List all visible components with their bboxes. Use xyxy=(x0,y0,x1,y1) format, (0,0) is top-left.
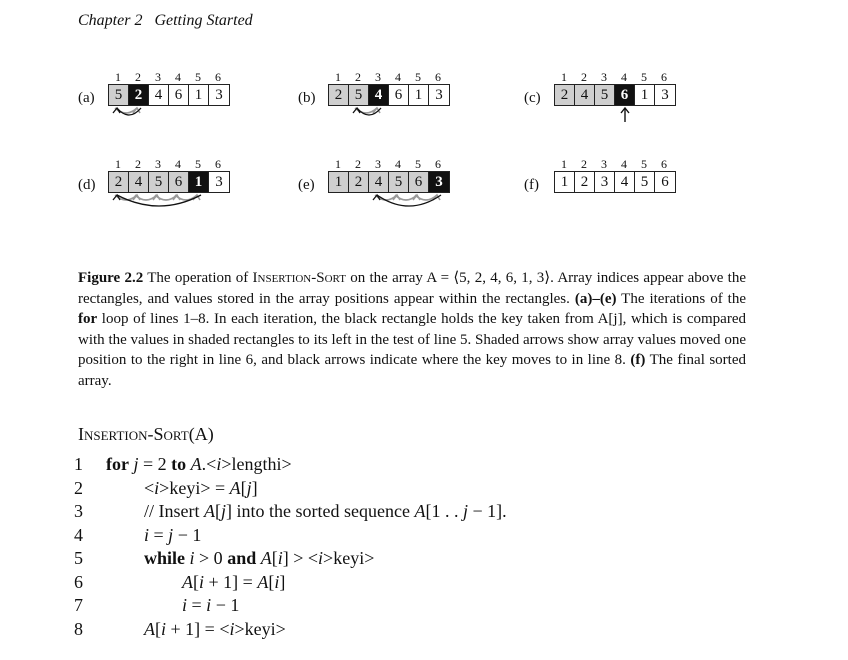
line-number: 2 xyxy=(74,477,83,498)
array-cell: 4 xyxy=(129,172,149,192)
key-cell: 6 xyxy=(615,85,635,105)
array-index: 6 xyxy=(215,157,221,171)
array-index: 6 xyxy=(661,70,667,84)
array-index: 3 xyxy=(601,157,607,171)
array-index: 1 xyxy=(561,70,567,84)
move-arrows xyxy=(524,70,724,150)
array-cell: 3 xyxy=(429,85,449,105)
array-cell: 4 xyxy=(149,85,169,105)
move-arrows xyxy=(78,157,278,237)
array-index: 6 xyxy=(435,70,441,84)
array-index: 4 xyxy=(175,157,181,171)
move-arrows xyxy=(298,70,498,150)
array-cell: 4 xyxy=(615,172,635,192)
line-number: 5 xyxy=(74,548,83,568)
code-text: i = j − 1 xyxy=(144,524,202,545)
array-index: 5 xyxy=(195,70,201,84)
panel-b xyxy=(298,70,498,140)
figure-label: Figure 2.2 xyxy=(78,270,144,286)
array-cell: 5 xyxy=(635,172,655,192)
code-text: for j = 2 to A.<i>lengthi> xyxy=(106,454,292,474)
array-index: 2 xyxy=(135,157,141,171)
array-cell: 2 xyxy=(329,85,349,105)
array-index: 2 xyxy=(355,70,361,84)
line-number: 3 xyxy=(74,501,83,521)
array-index: 2 xyxy=(135,70,141,84)
array-index: 1 xyxy=(335,70,341,84)
line-number: 4 xyxy=(74,524,83,545)
line-number: 8 xyxy=(74,618,83,639)
key-arrow-head xyxy=(113,108,120,113)
array-cell: 2 xyxy=(349,172,369,192)
array-index: 3 xyxy=(155,157,161,171)
array-cell: 3 xyxy=(595,172,615,192)
array-index: 1 xyxy=(335,157,341,171)
array-cell: 3 xyxy=(209,172,229,192)
array-index: 1 xyxy=(115,70,121,84)
panel-label: (d) xyxy=(78,177,96,193)
code-text: A[i + 1] = <i>keyi> xyxy=(144,618,286,639)
array-cell: 4 xyxy=(575,85,595,105)
key-arrow xyxy=(377,195,441,206)
panel-label: (c) xyxy=(524,90,541,106)
array-index: 1 xyxy=(561,157,567,171)
panel-label: (f) xyxy=(524,177,539,193)
array-cell: 5 xyxy=(349,85,369,105)
array-cell: 3 xyxy=(655,85,675,105)
array-cell: 3 xyxy=(209,85,229,105)
key-arrow-head xyxy=(353,108,360,113)
panel-e xyxy=(298,157,498,227)
array-rectangles xyxy=(554,171,676,193)
code-text: i = i − 1 xyxy=(182,595,240,615)
array-index: 6 xyxy=(215,70,221,84)
panel-label: (e) xyxy=(298,177,315,193)
array-index: 6 xyxy=(435,157,441,171)
array-index: 2 xyxy=(355,157,361,171)
array-index: 4 xyxy=(175,70,181,84)
array-index: 4 xyxy=(621,70,627,84)
line-number: 1 xyxy=(74,454,83,474)
key-cell: 3 xyxy=(429,172,449,192)
line-number: 6 xyxy=(74,571,83,592)
code-text: // Insert A[j] into the sorted sequence A[1 . . j − 1]. xyxy=(144,501,507,521)
chapter-label: Chapter 2 xyxy=(78,12,143,29)
array-cell: 1 xyxy=(555,172,575,192)
array-cell: 1 xyxy=(409,85,429,105)
key-arrow xyxy=(117,195,201,206)
key-cell: 1 xyxy=(189,172,209,192)
array-cell: 6 xyxy=(409,172,429,192)
array-index: 5 xyxy=(415,157,421,171)
array-cell: 5 xyxy=(109,85,129,105)
panel-label: (a) xyxy=(78,90,95,106)
code-text: <i>keyi> = A[j] xyxy=(144,477,258,498)
panel-a xyxy=(78,70,278,140)
array-cell: 2 xyxy=(109,172,129,192)
running-header xyxy=(78,12,253,30)
array-index: 5 xyxy=(415,70,421,84)
array-index: 5 xyxy=(195,157,201,171)
code-text: A[i + 1] = A[i] xyxy=(182,571,286,592)
line-number: 7 xyxy=(74,595,83,615)
array-cell: 2 xyxy=(555,85,575,105)
array-index: 3 xyxy=(375,70,381,84)
array-index: 2 xyxy=(581,70,587,84)
array-cell: 1 xyxy=(329,172,349,192)
algorithm-name: Insertion-Sort xyxy=(252,270,346,286)
array-cell: 5 xyxy=(595,85,615,105)
array-index: 3 xyxy=(601,70,607,84)
algorithm-title: Insertion-Sort(A) xyxy=(78,424,214,444)
panel-c xyxy=(524,70,724,140)
key-cell: 4 xyxy=(369,85,389,105)
array-index: 3 xyxy=(155,70,161,84)
array-cell: 1 xyxy=(635,85,655,105)
array-cell: 6 xyxy=(655,172,675,192)
move-arrows xyxy=(298,157,498,237)
array-cell: 1 xyxy=(189,85,209,105)
panel-f xyxy=(524,157,724,227)
key-cell: 2 xyxy=(129,85,149,105)
array-cell: 6 xyxy=(169,172,189,192)
array-cell: 4 xyxy=(369,172,389,192)
array-index: 6 xyxy=(661,157,667,171)
section-title: Getting Started xyxy=(154,12,253,29)
array-index: 4 xyxy=(395,70,401,84)
array-index: 1 xyxy=(115,157,121,171)
array-index: 5 xyxy=(641,157,647,171)
figure-caption: Figure 2.2 The operation of Insertion-Sort on the array A = ⟨5, 2, 4, 6, 1, 3⟩. Array indices appear above the rectangles, and values stored in the array positions appear within the rectangles. (a)–(e) The iterations of the for loop of lines 1–8. In each iteration, the black rectangle holds the key taken from A[j], which is compared with the values in shaded rectangles to its left in the test of line 5. Shaded arrows show array values moved one position to the right in line 6, and black arrows indicate where the key moves to in line 8. (f) The final sorted array. xyxy=(78,270,747,389)
array-cell: 5 xyxy=(389,172,409,192)
array-index: 2 xyxy=(581,157,587,171)
array-index: 4 xyxy=(395,157,401,171)
move-arrows xyxy=(78,70,278,150)
array-index: 4 xyxy=(621,157,627,171)
panel-label: (b) xyxy=(298,90,316,106)
array-cell: 5 xyxy=(149,172,169,192)
array-index: 3 xyxy=(375,157,381,171)
panel-d xyxy=(78,157,278,227)
array-cell: 6 xyxy=(389,85,409,105)
array-cell: 2 xyxy=(575,172,595,192)
array-index: 5 xyxy=(641,70,647,84)
array-cell: 6 xyxy=(169,85,189,105)
code-text: while i > 0 and A[i] > <i>keyi> xyxy=(144,548,375,568)
